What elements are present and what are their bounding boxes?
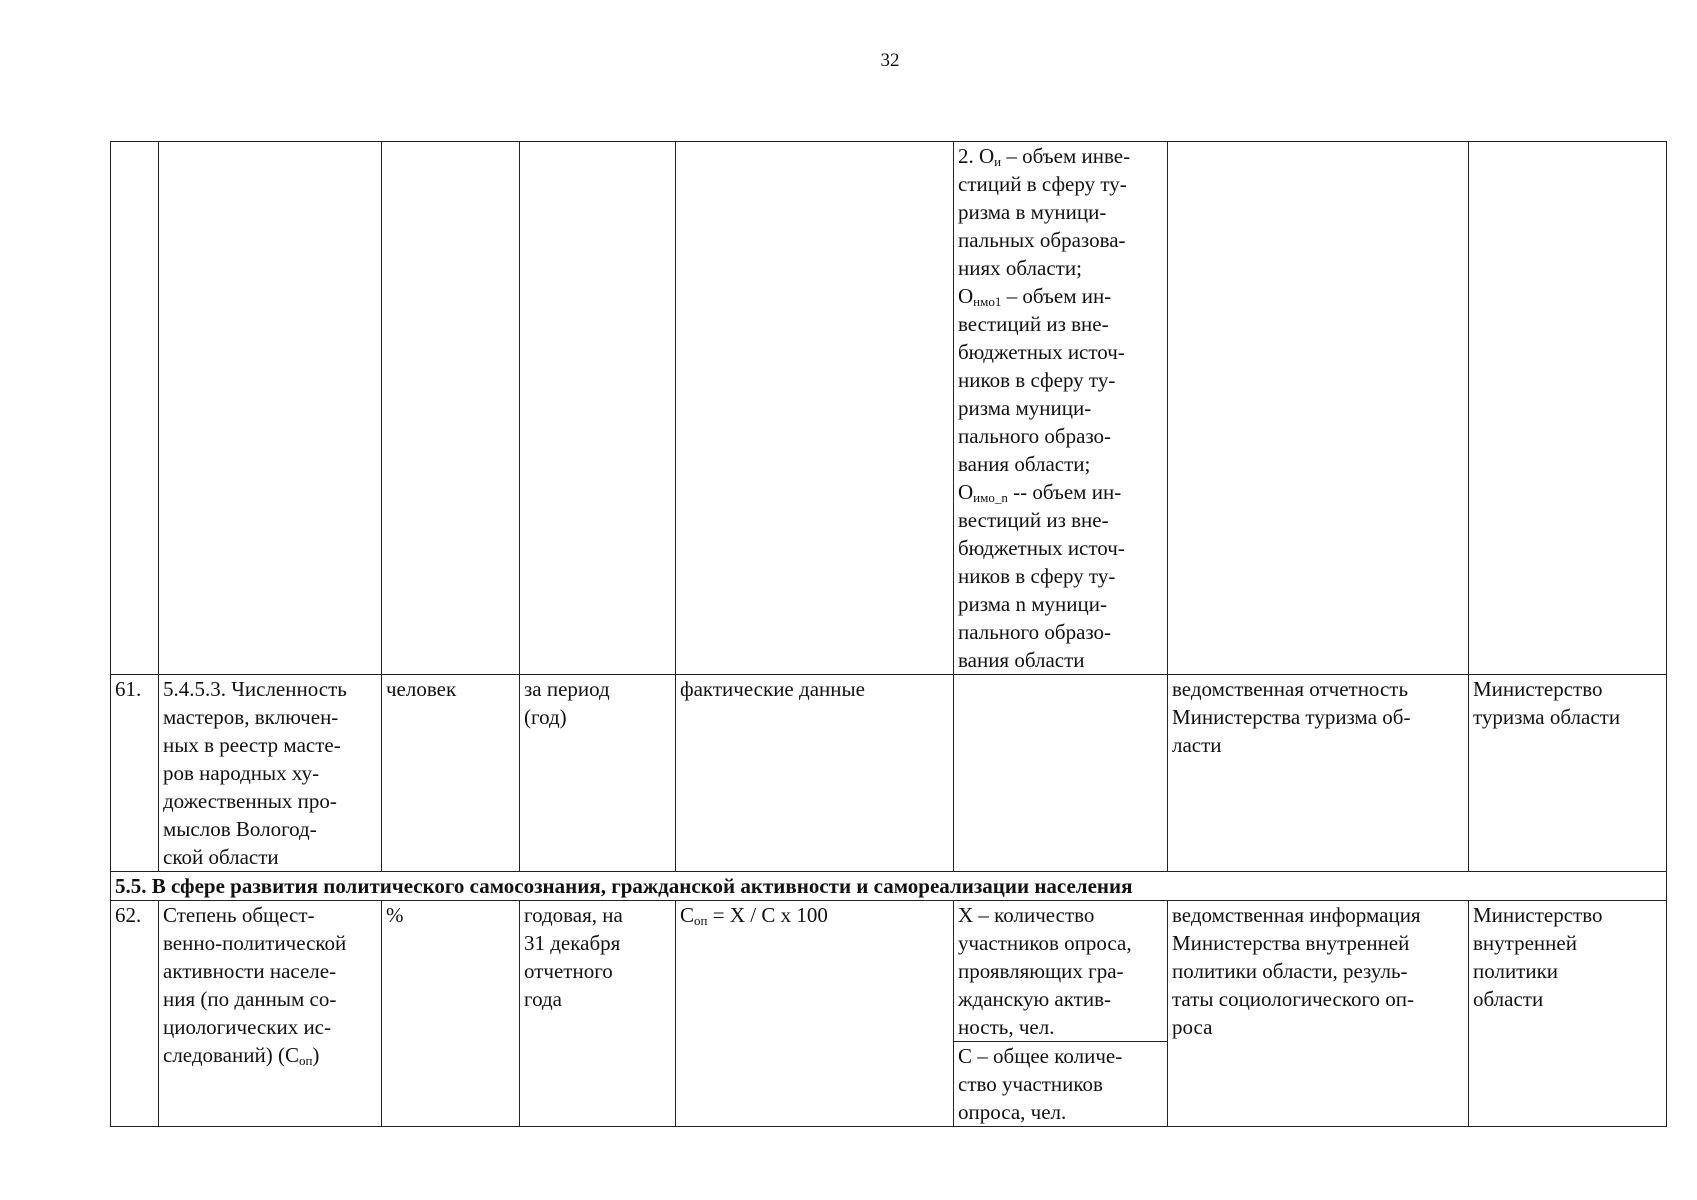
cell-num-empty — [111, 142, 159, 675]
responsible-line: Министерство — [1473, 903, 1603, 927]
var-line: вестиций из вне- — [958, 508, 1109, 532]
var-line: ников в сферу ту- — [958, 368, 1116, 392]
source-line: ведомственная информация — [1172, 903, 1421, 927]
cell-variables-continued — [954, 142, 1168, 675]
data-source — [1168, 901, 1469, 1127]
source-line: Министерства внутренней — [1172, 931, 1410, 955]
var-line: ников в сферу ту- — [958, 564, 1116, 588]
responsible-line: туризма области — [1473, 705, 1621, 729]
variable-c-block — [954, 1041, 1167, 1126]
period-line: годовая, на — [524, 903, 623, 927]
var-line: 2. $O_и$ – объем инве- — [958, 144, 1131, 169]
var-line: жданскую актив- — [958, 987, 1111, 1011]
source-line: ласти — [1172, 733, 1222, 757]
section-header-row — [111, 872, 1667, 901]
var-line: ность, чел. — [958, 1015, 1055, 1039]
name-line: ных в реестр масте- — [163, 733, 341, 757]
unit: % — [382, 901, 520, 1127]
cell-responsible-empty — [1469, 142, 1667, 675]
var-line: $O_{нмо1}$ – объем ин- — [958, 284, 1112, 309]
responsible-line: Министерство — [1473, 677, 1603, 701]
variables — [954, 901, 1168, 1127]
indicators-table — [110, 141, 1667, 1127]
data-source — [1168, 675, 1469, 872]
var-line: ризма n муници- — [958, 592, 1107, 616]
var-line: опроса, чел. — [958, 1100, 1067, 1124]
var-line: пальных образова- — [958, 228, 1126, 252]
period — [520, 675, 676, 872]
var-line: ство участников — [958, 1072, 1103, 1096]
var-line: вания области; — [958, 452, 1091, 476]
period-line: 31 декабря — [524, 931, 621, 955]
var-line: ризма в муници- — [958, 200, 1107, 224]
var-line: стиций в сферу ту- — [958, 172, 1127, 196]
name-line: 5.4.5.3. Численность — [163, 677, 347, 701]
source-line: таты социологического оп- — [1172, 987, 1415, 1011]
period-line: отчетного — [524, 959, 613, 983]
variables — [954, 675, 1168, 872]
table-row-61 — [111, 675, 1667, 872]
unit: человек — [382, 675, 520, 872]
period — [520, 901, 676, 1127]
period-line: (год) — [524, 705, 567, 729]
name-line: мастеров, включен- — [163, 705, 339, 729]
var-line: ризма муници- — [958, 396, 1092, 420]
responsible-line: внутренней — [1473, 931, 1577, 955]
cell-source-empty — [1168, 142, 1469, 675]
row-number: 61. — [111, 675, 159, 872]
var-line: ниях области; — [958, 256, 1082, 280]
indicator-name — [159, 675, 382, 872]
responsible — [1469, 675, 1667, 872]
cell-name-empty — [159, 142, 382, 675]
var-line: участников опроса, — [958, 931, 1132, 955]
cell-method-empty — [676, 142, 954, 675]
source-line: политики области, резуль- — [1172, 959, 1408, 983]
cell-unit-empty — [382, 142, 520, 675]
responsible-line: области — [1473, 987, 1544, 1011]
responsible-line: политики — [1473, 959, 1559, 983]
var-line: бюджетных источ- — [958, 340, 1125, 364]
section-title: 5.5. В сфере развития политического самосознания, гражданской активности и самореализации населения — [111, 872, 1667, 901]
variable-x-block — [954, 901, 1167, 1041]
name-line: ров народных ху- — [163, 761, 320, 785]
var-line: пального образо- — [958, 424, 1112, 448]
calculation-method: фактические данные — [676, 675, 954, 872]
var-line: проявляющих гра- — [958, 959, 1124, 983]
name-line: дожественных про- — [163, 789, 337, 813]
name-line: следований) $(C_{оп})$ — [163, 1043, 320, 1068]
var-line: вания области — [958, 648, 1085, 672]
name-line: мыслов Вологод- — [163, 817, 317, 841]
indicator-name — [159, 901, 382, 1127]
var-line: вестиций из вне- — [958, 312, 1109, 336]
responsible — [1469, 901, 1667, 1127]
page-number: 32 — [880, 50, 900, 71]
calculation-formula: $C_{оп} = X / C$ x 100 — [676, 901, 954, 1127]
source-line: ведомственная отчетность — [1172, 677, 1409, 701]
name-line: циологических ис- — [163, 1015, 331, 1039]
var-line: пального образо- — [958, 620, 1112, 644]
var-line: бюджетных источ- — [958, 536, 1125, 560]
period-line: за период — [524, 677, 610, 701]
var-line: C – общее количе- — [958, 1044, 1123, 1068]
name-line: Степень общест- — [163, 903, 315, 927]
cell-period-empty — [520, 142, 676, 675]
table-row-62 — [111, 901, 1667, 1127]
var-line: $O_{имо\_n}$ -- объем ин- — [958, 480, 1122, 505]
var-line: X – количество — [958, 903, 1095, 927]
source-line: Министерства туризма об- — [1172, 705, 1411, 729]
row-number: 62. — [111, 901, 159, 1127]
name-line: ния (по данным со- — [163, 987, 337, 1011]
continuation-row — [111, 142, 1667, 675]
source-line: роса — [1172, 1015, 1213, 1039]
name-line: венно-политической — [163, 931, 347, 955]
name-line: активности населе- — [163, 959, 337, 983]
name-line: ской области — [163, 845, 279, 869]
period-line: года — [524, 987, 562, 1011]
